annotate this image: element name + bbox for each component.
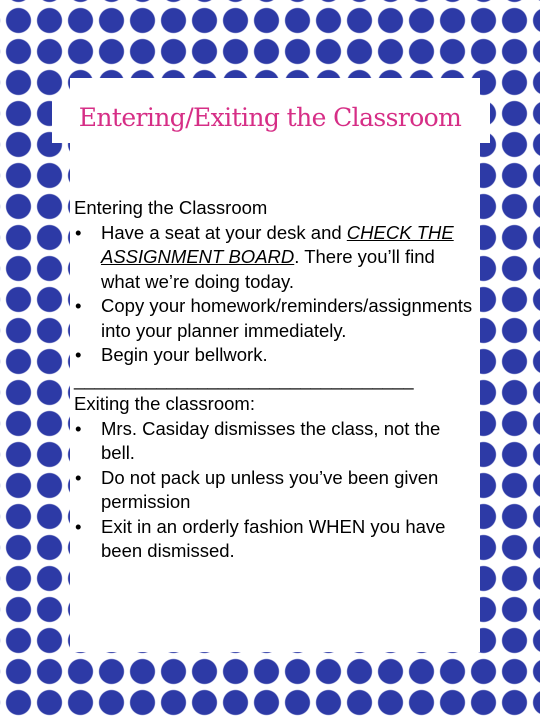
content-body bbox=[74, 196, 474, 564]
item-text: Exit in an orderly fashion WHEN you have been dismissed. bbox=[101, 515, 446, 561]
entering-heading: Entering the Classroom bbox=[74, 197, 268, 218]
list-item bbox=[74, 294, 474, 343]
list-item bbox=[74, 221, 474, 295]
item-text: Mrs. Casiday dismisses the class, not the bell. bbox=[101, 417, 441, 463]
list-item bbox=[74, 417, 474, 466]
page-title: Entering/Exiting the Classroom bbox=[78, 103, 462, 132]
list-item bbox=[74, 466, 474, 515]
item-text: Copy your homework/reminders/assignments into your planner immediately. bbox=[101, 295, 473, 341]
list-item bbox=[74, 343, 474, 368]
item-text: Begin your bellwork. bbox=[101, 344, 268, 365]
bullet-icon: • bbox=[75, 295, 82, 316]
bullet-icon: • bbox=[75, 417, 82, 439]
exiting-list bbox=[74, 417, 474, 564]
divider-line: _________________________________ bbox=[74, 368, 414, 390]
item-text: Have a seat at your desk and bbox=[101, 221, 347, 243]
item-text: Do not pack up unless you’ve been given permission bbox=[101, 466, 439, 512]
bullet-icon: • bbox=[75, 344, 82, 365]
exiting-heading: Exiting the classroom: bbox=[74, 393, 255, 414]
item-emphasis: CHECK THE ASSIGNMENT BOARD bbox=[101, 221, 454, 267]
list-item bbox=[74, 515, 474, 564]
bullet-icon: • bbox=[75, 221, 82, 243]
bullet-icon: • bbox=[75, 515, 82, 537]
item-text: . There you’ll find what we’re doing today. bbox=[101, 246, 435, 292]
bullet-icon: • bbox=[75, 466, 82, 488]
entering-list bbox=[74, 221, 474, 368]
